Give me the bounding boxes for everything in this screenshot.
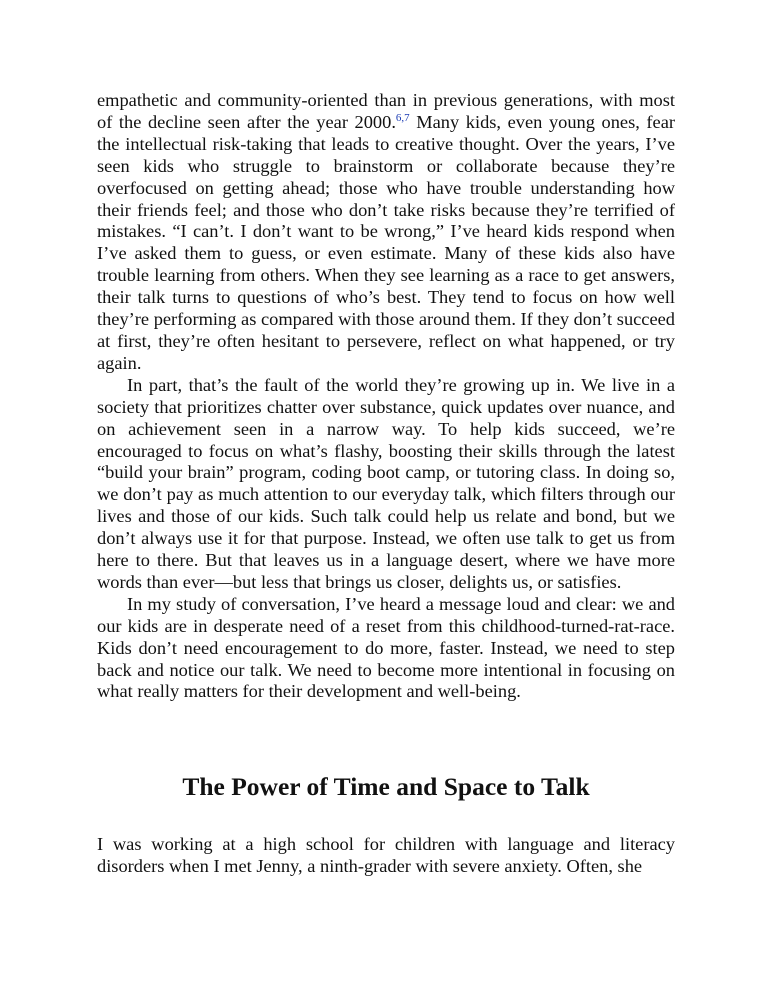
paragraph-3: In my study of conversation, I’ve heard a message loud and clear: we and our kids are in desperate need of a reset from this childhood-turned-rat-race. Kids don’t need encouragement to do more, faster. Instead, we need to step back and notice our talk. We need to become more intentional in focusing on what really matters for their development and well-being. bbox=[97, 593, 675, 702]
section-heading: The Power of Time and Space to Talk bbox=[182, 772, 590, 802]
paragraph-1-text-start: empathetic and community-oriented than in previous generations, with most of the decline seen after the year 2000. bbox=[97, 90, 675, 132]
page-body bbox=[97, 90, 675, 878]
paragraph-4: I was working at a high school for children with language and literacy disorders when I met Jenny, a ninth-grader with severe anxiety. Often, she bbox=[97, 834, 675, 877]
paragraph-2: In part, that’s the fault of the world they’re growing up in. We live in a society that prioritizes chatter over substance, quick updates over nuance, and on achievement seen in a narrow way. To help kids succeed, we’re encouraged to focus on what’s flashy, boosting their skills through the latest “build your brain” program, coding boot camp, or tutoring class. In doing so, we don’t pay as much attention to our everyday talk, which filters through our lives and those of our kids. Such talk could help us relate and bond, but we don’t always use it for that purpose. Instead, we often use talk to get us from here to there. But that leaves us in a language desert, where we have more words than ever—but less that brings us closer, delights us, or satisfies. bbox=[97, 374, 675, 592]
footnote-reference[interactable]: 6,7 bbox=[395, 111, 410, 124]
paragraph-1 bbox=[97, 90, 675, 375]
paragraph-1-text-end: Many kids, even young ones, fear the intellectual risk-taking that leads to creative thought. Over the years, I’ve seen kids who struggle to brainstorm or collaborate because they’re overfocused on getting ahead; those who have trouble understanding how their friends feel; and those who don’t take risks because they’re terrified of mistakes. “I can’t. I don’t want to be wrong,” I’ve heard kids respond when I’ve asked them to guess, or even estimate. Many of these kids also have trouble learning from others. When they see learning as a race to get answers, their talk turns to questions of who’s best. They tend to focus on how well they’re performing as compared with those around them. If they don’t succeed at first, they’re often hesitant to persevere, reflect on what happened, or try again. bbox=[97, 111, 675, 373]
